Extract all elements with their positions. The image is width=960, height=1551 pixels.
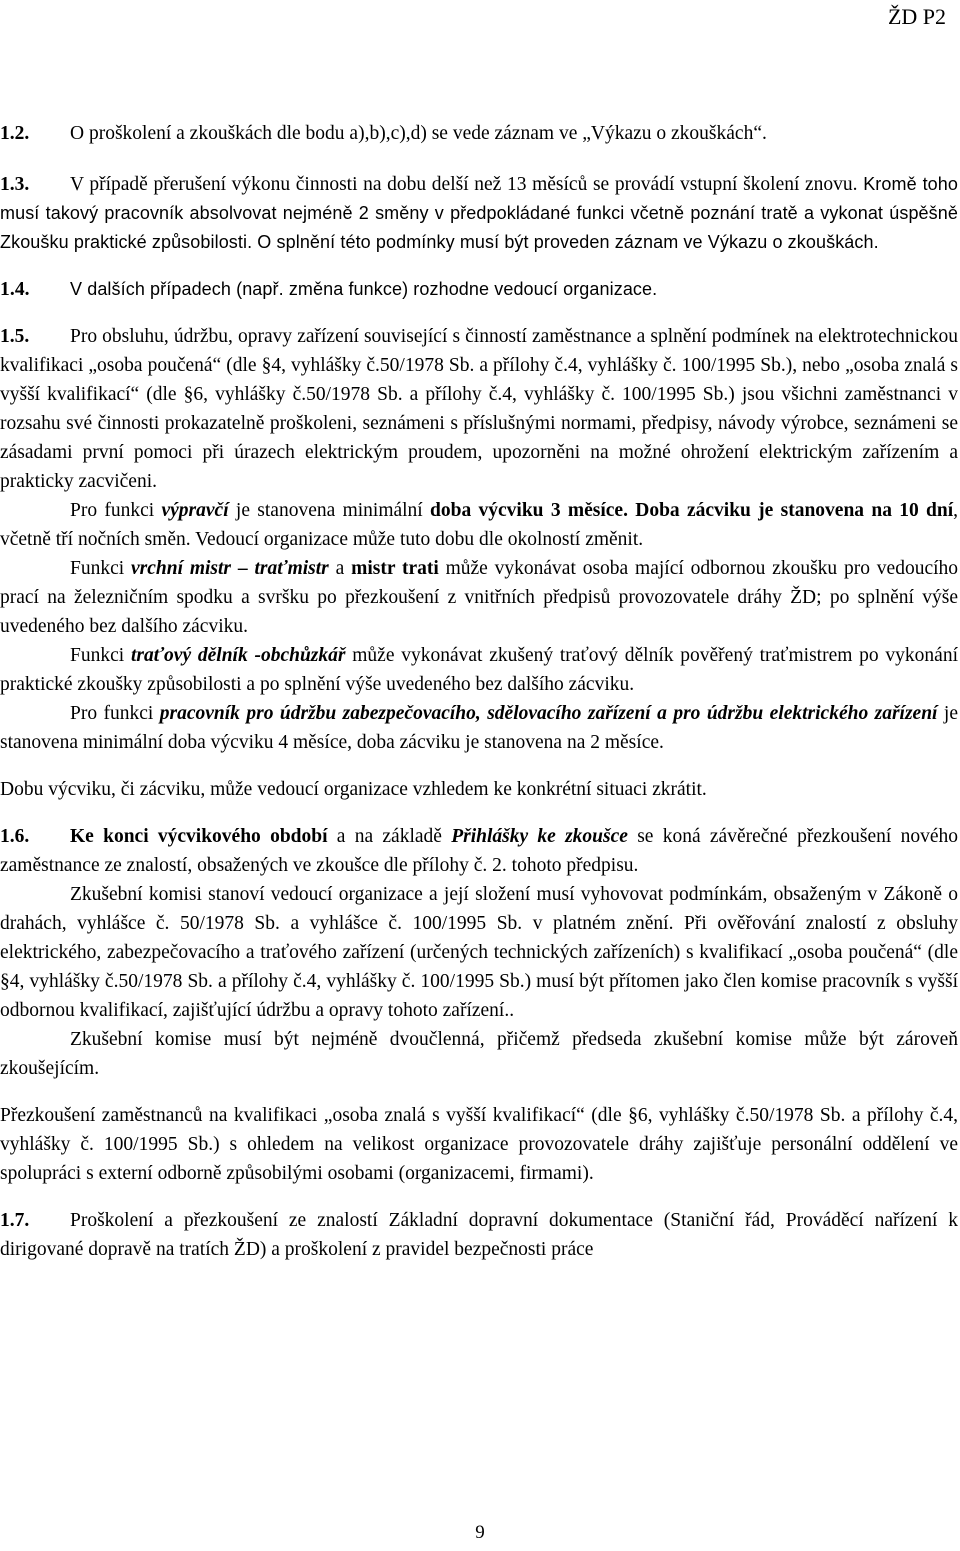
section-number: 1.4. bbox=[0, 279, 30, 300]
section-text: V dalších případech (např. změna funkce) rozhodne vedoucí organizace. bbox=[70, 279, 658, 299]
section-number: 1.2. bbox=[0, 123, 30, 144]
role-name: výpravčí bbox=[161, 500, 229, 521]
text: se koná závěrečné přezkoušení nového zaměstnance ze znalostí, obsažených ve zkoušce dle přílohy č. 2. tohoto předpisu. bbox=[0, 826, 958, 876]
text: může vykonávat osoba mající odbornou zkoušku pro vedoucího prací na železničním spodku a svršku po přezkoušení z vnitřních předpisů provozovatele dráhy ŽD; po splnění výše uvedeného bez dalšího zácviku. bbox=[0, 558, 959, 637]
role-name: traťmistr bbox=[254, 558, 329, 579]
paragraph-vypravci bbox=[0, 496, 958, 554]
role-name: vrchní mistr bbox=[131, 558, 232, 579]
section-1-2 bbox=[0, 119, 958, 148]
text: může vykonávat zkušený traťový dělník pověřený traťmistrem po vykonání praktické zkoušky způsobilosti a po splnění výše uvedeného bez dalšího zácviku. bbox=[0, 645, 958, 695]
section-1-6 bbox=[0, 822, 958, 880]
text: Pro funkci bbox=[70, 703, 160, 724]
form-name: Přihlášky ke zkoušce bbox=[451, 826, 628, 847]
paragraph-komise-slozeni: Zkušební komise musí být nejméně dvoučlenná, přičemž předseda zkušební komise může být zároveň zkoušejícím. bbox=[0, 1029, 958, 1079]
section-text-sans: Kromě toho musí takový pracovník absolvovat nejméně 2 směny v předpokládané funkci včetně poznání tratě a vykonat úspěšně Zkoušku praktické způsobilosti. O splnění této podmínky musí být proveden záznam ve Výkazu o zkouškách. bbox=[0, 174, 959, 252]
document-body bbox=[0, 119, 958, 1264]
section-1-3 bbox=[0, 170, 958, 257]
text: Funkci bbox=[70, 645, 131, 666]
paragraph-komise: Zkušební komisi stanoví vedoucí organizace a její složení musí vyhovovat podmínkám, obsaženým v Zákoně o drahách, vyhlášce č. 50/1978 Sb. a vyhlášce č. 100/1995 Sb. v platném znění. Při ověřování znalostí z obsluhy elektrického, zabezpečovacího a traťového zařízení (určených technických zařízeních) s kvalifikací „osoba poučená“ (dle §4, vyhlášky č.50/1978 Sb. a přílohy č.4, vyhlášky č. 100/1995 Sb.) musí být přítomen jako člen komise pracovník s vyšší odbornou kvalifikací, zajišťující údržbu a opravy tohoto zařízení.. bbox=[0, 884, 958, 1021]
text: je stanovena minimální bbox=[228, 500, 431, 521]
text: , včetně tří nočních směn. Vedoucí organizace může tuto dobu dle okolností změnit. bbox=[0, 500, 959, 550]
paragraph: Pro obsluhu, údržbu, opravy zařízení související s činností zaměstnance a splnění podmínek na elektrotechnickou kvalifikaci „osoba poučená“ (dle §4, vyhlášky č.50/1978 Sb. a přílohy č.4, vyhlášky č. 100/1995 Sb.), nebo „osoba znalá s vyšší kvalifikací“ (dle §6, vyhlášky č.50/1978 Sb. a přílohy č.4, vyhlášky č. 100/1995 Sb.) jsou všichni zaměstnanci v rozsahu své činnosti prokazatelně proškoleni, seznámeni s příslušnými normami, předpisy, návody výrobce, seznámeni se zásadami první pomoci při úrazech elektrickým proudem, upozorněni na možné ohrožení elektrickým zařízením a prakticky zacvičeni. bbox=[0, 326, 958, 492]
paragraph-obchuzkar bbox=[0, 641, 958, 699]
emphasis: doba výcviku 3 měsíce. bbox=[430, 500, 628, 521]
paragraph-prezkouseni: Přezkoušení zaměstnanců na kvalifikaci „osoba znalá s vyšší kvalifikací“ (dle §6, vyhlášky č.50/1978 Sb. a přílohy č.4, vyhlášky č. 100/1995 Sb.) s ohledem na velikost organizace provozovatele dráhy zajišťuje personální oddělení ve spolupráci s externí odborně způsobilými osobami (organizacemi, firmami). bbox=[0, 1105, 958, 1184]
paragraph-vrchni-mistr bbox=[0, 554, 958, 641]
section-text: O proškolení a zkouškách dle bodu a),b),c),d) se vede záznam ve „Výkazu o zkouškách“. bbox=[70, 123, 767, 144]
paragraph-udrzba bbox=[0, 699, 958, 757]
role-name: traťový dělník -obchůzkář bbox=[130, 645, 346, 666]
text: je stanovena minimální doba výcviku 4 měsíce, doba zácviku je stanovena na 2 měsíce. bbox=[0, 703, 958, 753]
section-number: 1.7. bbox=[0, 1210, 30, 1231]
text: Pro funkci bbox=[70, 500, 162, 521]
section-text: V případě přerušení výkonu činnosti na dobu delší než 13 měsíců se provádí vstupní školení znovu. bbox=[70, 174, 858, 195]
section-1-7 bbox=[0, 1206, 958, 1264]
section-number: 1.5. bbox=[0, 326, 30, 347]
page-number: 9 bbox=[475, 1522, 485, 1543]
text: a na základě bbox=[327, 826, 452, 847]
paragraph-zkraceni: Dobu výcviku, či zácviku, může vedoucí organizace vzhledem ke konkrétní situaci zkrátit. bbox=[0, 779, 707, 800]
role-name: mistr trati bbox=[351, 558, 439, 579]
text: a bbox=[328, 558, 352, 579]
emphasis: Ke konci výcvikového období bbox=[70, 826, 328, 847]
dash: – bbox=[231, 558, 255, 579]
text: Funkci bbox=[70, 558, 131, 579]
section-1-4 bbox=[0, 275, 958, 304]
section-text: Proškolení a přezkoušení ze znalostí Základní dopravní dokumentace (Staniční řád, Prováděcí nařízení k dirigované dopravě na tratích ŽD) a proškolení z pravidel bezpečnosti práce bbox=[0, 1210, 958, 1260]
section-number: 1.6. bbox=[0, 826, 30, 847]
section-number: 1.3. bbox=[0, 174, 30, 195]
role-name: pracovník pro údržbu zabezpečovacího, sdělovacího zařízení a pro údržbu elektrického zařízení bbox=[159, 703, 938, 724]
section-1-5 bbox=[0, 322, 958, 496]
document-code: ŽD P2 bbox=[887, 4, 946, 29]
emphasis: Doba zácviku je stanovena na 10 dní bbox=[635, 500, 954, 521]
